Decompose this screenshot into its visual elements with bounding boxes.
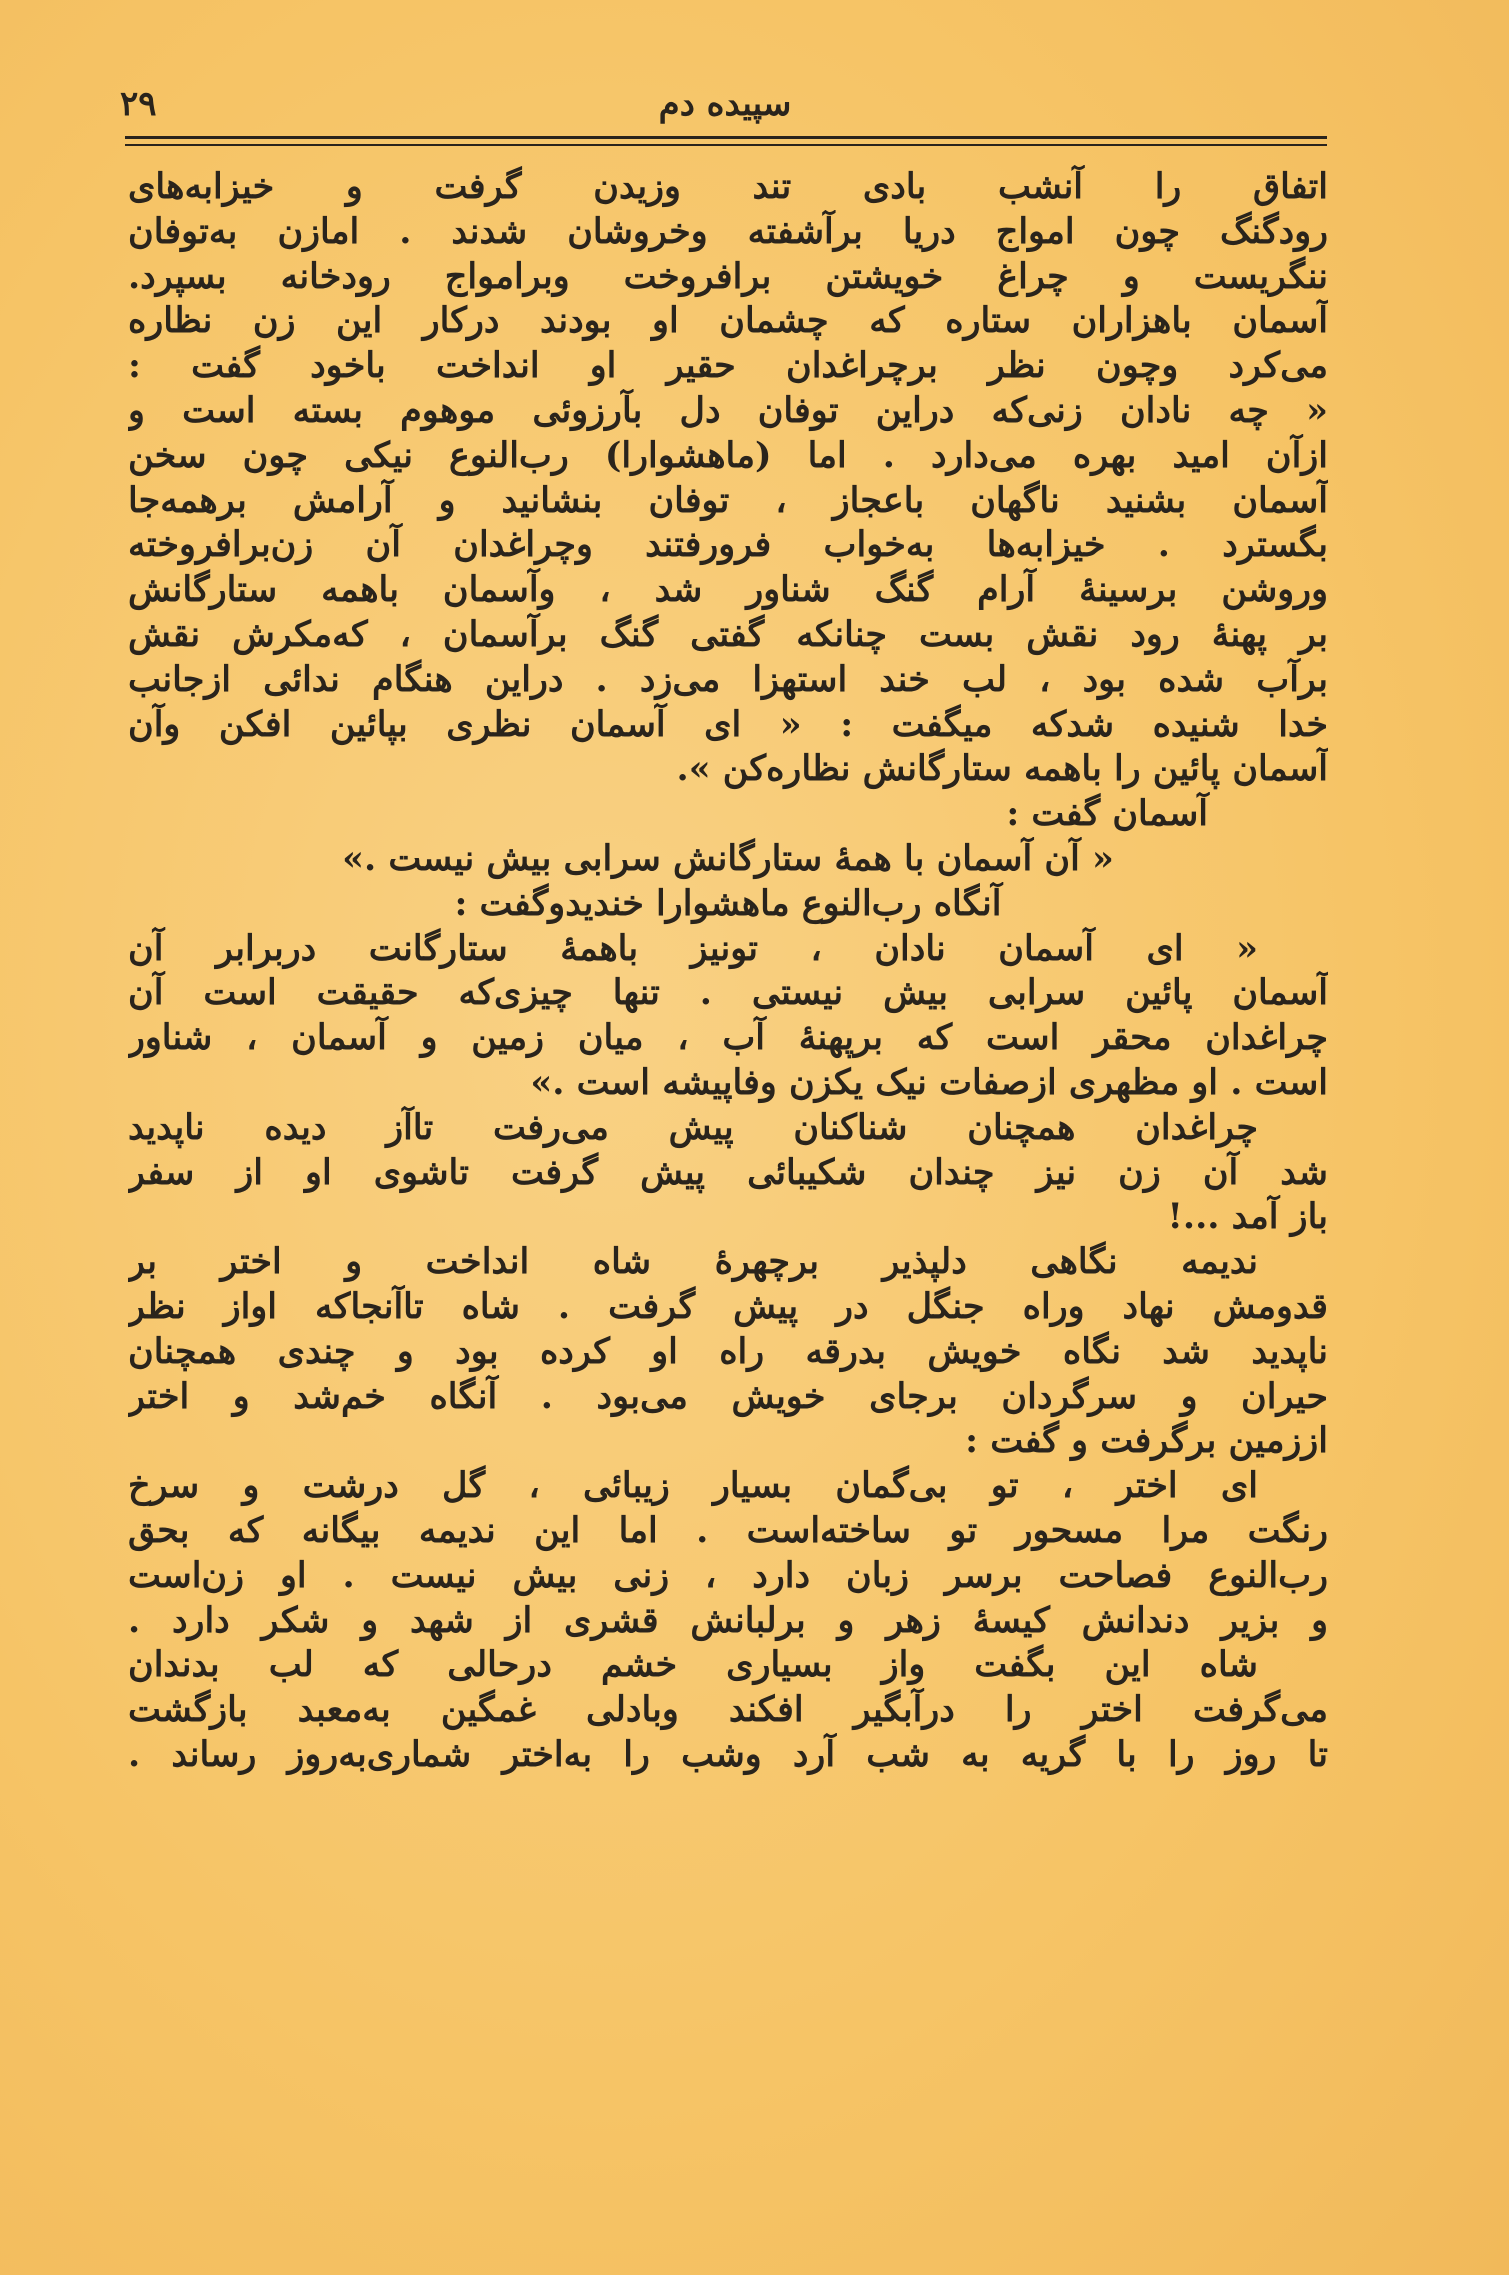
text-line: آسمان گفت : <box>1006 793 1208 835</box>
text-line: ندیمه نگاهی دلپذیر برچهرهٔ شاه انداخت و اختر بر <box>128 1241 1258 1283</box>
text-line: بر پهنهٔ رود نقش بست چنانکه گفتی گنگ برآسمان ، که‌مکرش نقش <box>128 613 1328 655</box>
text-line: شاه این بگفت واز بسیاری خشم درحالی که لب بدندان <box>128 1644 1258 1686</box>
text-line: چراغدان محقر است که برپهنهٔ آب ، میان زمین و آسمان ، شناور <box>128 1017 1328 1059</box>
text-line: « چه نادان زنی‌که دراین توفان دل بآرزوئی موهوم بسته است و <box>128 389 1328 431</box>
text-line: ننگریست و چراغ خویشتن برافروخت وبرامواج رودخانه بسپرد. <box>128 255 1328 297</box>
running-title: سپیده دم <box>658 84 792 124</box>
text-line: شد آن زن نیز چندان شکیبائی پیش گرفت تاشوی او از سفر <box>128 1151 1328 1193</box>
text-line: و بزیر دندانش کیسهٔ زهر و برلبانش قشری از شهد و شکر دارد . <box>128 1599 1328 1641</box>
text-line: رودگنگ چون امواج دریا برآشفته وخروشان شدند . امازن به‌توفان <box>128 210 1328 252</box>
text-line: آسمان پائین را باهمه ستارگانش نظاره‌کن ». <box>676 748 1328 790</box>
text-line: می‌کرد وچون نظر برچراغدان حقیر او انداخت باخود گفت : <box>128 345 1328 387</box>
text-line: ناپدید شد نگاه خویش بدرقه راه او کرده بود و چندی همچنان <box>128 1330 1328 1372</box>
text-line: آنگاه رب‌النوع ماهشوارا خندیدوگفت : <box>454 882 1002 924</box>
body-text <box>128 165 1328 1778</box>
text-line: آسمان بشنید ناگهان باعجاز ، توفان بنشانید و آرامش برهمه‌جا <box>128 479 1328 521</box>
text-line: ای اختر ، تو بی‌گمان بسیار زیبائی ، گل درشت و سرخ <box>128 1465 1258 1507</box>
text-line: ازآن امید بهره می‌دارد . اما (ماهشوارا) رب‌النوع نیکی چون سخن <box>128 434 1328 476</box>
text-line: رب‌النوع فصاحت برسر زبان دارد ، زنی بیش نیست . او زن‌است <box>128 1554 1328 1596</box>
text-line: برآب شده بود ، لب خند استهزا می‌زد . دراین هنگام ندائی ازجانب <box>128 658 1328 700</box>
text-line: وروشن برسینهٔ آرام گنگ شناور شد ، وآسمان باهمه ستارگانش <box>128 569 1328 611</box>
text-line: است . او مظهری ازصفات نیک یکزن وفاپیشه است .» <box>530 1061 1328 1103</box>
page-header <box>120 80 1330 140</box>
text-line: خدا شنیده شدکه میگفت : « ای آسمان نظری بپائین افکن وآن <box>128 703 1328 745</box>
text-line: بگسترد . خیزابه‌ها به‌خواب فرورفتند وچراغدان آن زن‌برافروخته <box>128 524 1328 566</box>
header-rule-thick <box>125 136 1327 139</box>
text-line: آسمان پائین سرابی بیش نیستی . تنها چیزی‌که حقیقت است آن <box>128 972 1328 1014</box>
text-line: اتفاق را آنشب بادی تند وزیدن گرفت و خیزابه‌های <box>128 166 1328 207</box>
text-line: قدومش نهاد وراه جنگل در پیش گرفت . شاه تاآنجاکه اواز نظر <box>128 1285 1328 1327</box>
text-line: اززمین برگرفت و گفت : <box>965 1420 1328 1462</box>
text-line: « آن آسمان با همهٔ ستارگانش سرابی بیش نیست .» <box>342 837 1114 879</box>
text-line: رنگت مرا مسحور تو ساخته‌است . اما این ندیمه بیگانه که بحق <box>128 1509 1328 1551</box>
page-number: ۲۹ <box>120 84 157 124</box>
text-line: چراغدان همچنان شناکنان پیش می‌رفت تاآز دیده ناپدید <box>128 1106 1258 1148</box>
text-line: آسمان باهزاران ستاره که چشمان او بودند درکار این زن نظاره <box>128 300 1328 342</box>
text-line: می‌گرفت اختر را درآبگیر افکند وبادلی غمگین به‌معبد بازگشت <box>128 1689 1328 1731</box>
header-rule-thin <box>125 144 1327 146</box>
text-line: تا روز را با گریه به شب آرد وشب را به‌اختر شماری‌به‌روز رساند . <box>128 1733 1328 1775</box>
text-line: حیران و سرگردان برجای خویش می‌بود . آنگاه خم‌شد و اختر <box>128 1375 1328 1417</box>
text-line: باز آمد ...! <box>1167 1196 1328 1238</box>
text-line: « ای آسمان نادان ، تونیز باهمهٔ ستارگانت دربرابر آن <box>128 927 1258 969</box>
